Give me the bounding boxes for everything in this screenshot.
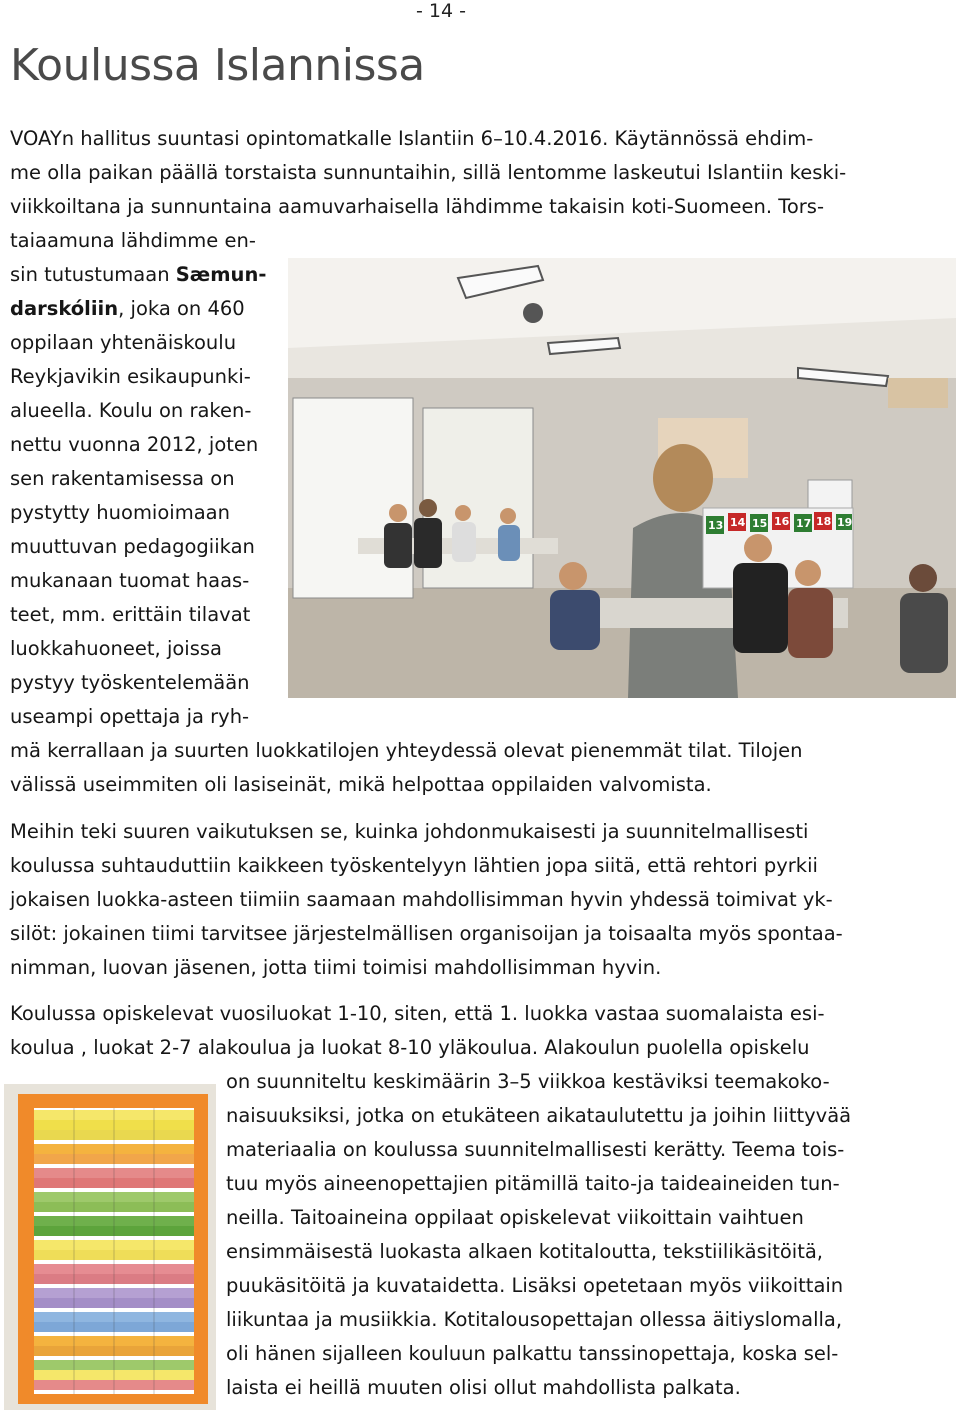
- text-line: jokaisen luokka-asteen tiimiin saamaan mahdollisimman hyvin yhdessä toimivat yk-: [10, 888, 833, 911]
- text-line: luokkahuoneet, joissa: [10, 637, 222, 660]
- text-line: neilla. Taitoaineina oppilaat opiskelevat viikoittain vaihtuen: [226, 1206, 804, 1229]
- board-number: 14: [730, 516, 746, 529]
- text-line: mukanaan tuomat haas-: [10, 569, 250, 592]
- text-line: teet, mm. erittäin tilavat: [10, 603, 251, 626]
- text-line: materiaalia on koulussa suunnitelmallisesti kerätty. Teema tois-: [226, 1138, 845, 1161]
- text-line: koulussa suhtauduttiin kaikkeen työskentelyyn lähtien jopa siitä, että rehtori pyrkii: [10, 854, 818, 877]
- text-line: koulua , luokat 2-7 alakoulua ja luokat 8-10 yläkoulua. Alakoulun puolella opiskelu: [10, 1036, 810, 1059]
- text-line: välissä useimmiten oli lasiseinät, mikä helpottaa oppilaiden valvomista.: [10, 773, 712, 796]
- timetable-photo: [4, 1084, 216, 1410]
- text-line: [10, 258, 266, 292]
- text-line: VOAYn hallitus suuntasi opintomatkalle Islantiin 6–10.4.2016. Käytännössä ehdim-: [10, 127, 814, 150]
- text-line: ensimmäisestä luokasta alkaen kotitaloutta, tekstiilikäsitöitä,: [226, 1240, 823, 1263]
- text-line: pystytty huomioimaan: [10, 501, 230, 524]
- text-line: muuttuvan pedagogiikan: [10, 535, 255, 558]
- text-line: nettu vuonna 2012, joten: [10, 433, 259, 456]
- text-span: , joka on 460: [118, 297, 245, 320]
- text-line: me olla paikan päällä torstaista sunnuntaihin, sillä lentomme laskeutui Islantiin keski-: [10, 161, 847, 184]
- text-line: useampi opettaja ja ryh-: [10, 705, 250, 728]
- text-line: viikkoiltana ja sunnuntaina aamuvarhaisella lähdimme takaisin koti-Suomeen. Tors-: [10, 195, 824, 218]
- school-name-part: Sæmun-: [175, 263, 267, 286]
- board-number: 13: [708, 519, 724, 532]
- text-line: alueella. Koulu on raken-: [10, 399, 252, 422]
- text-line: laista ei heillä muuten olisi ollut mahdollista palkata.: [226, 1376, 741, 1399]
- text-span: sin tutustumaan: [10, 263, 176, 286]
- text-line: tuu myös aineenopettajien pitämillä taito-ja taideaineiden tun-: [226, 1172, 840, 1195]
- text-line: sen rakentamisessa on: [10, 467, 235, 490]
- text-line: taiaamuna lähdimme en-: [10, 229, 256, 252]
- text-line: [10, 292, 245, 326]
- page-number: - 14 -: [416, 0, 466, 22]
- classroom-photo: [288, 258, 956, 698]
- board-number: 19: [837, 516, 853, 529]
- page-title: Koulussa Islannissa: [10, 40, 425, 91]
- text-line: nimman, luovan jäsenen, jotta tiimi toimisi mahdollisimman hyvin.: [10, 956, 662, 979]
- board-number: 18: [816, 515, 832, 528]
- text-line: silöt: jokainen tiimi tarvitsee järjestelmällisen organisoijan ja toisaalta myös spontaa-: [10, 922, 843, 945]
- text-line: Meihin teki suuren vaikutuksen se, kuinka johdonmukaisesti ja suunnitelmallisesti: [10, 820, 809, 843]
- text-line: puukäsitöitä ja kuvataidetta. Lisäksi opetetaan myös viikoittain: [226, 1274, 844, 1297]
- text-line: naisuuksiksi, jotka on etukäteen aikataulutettu ja joihin liittyvää: [226, 1104, 852, 1127]
- text-line: liikuntaa ja musiikkia. Kotitalousopettajan ollessa äitiyslomalla,: [226, 1308, 843, 1331]
- board-number: 15: [752, 517, 768, 530]
- board-number: 16: [774, 515, 790, 528]
- text-line: Reykjavikin esikaupunki-: [10, 365, 251, 388]
- text-line: pystyy työskentelemään: [10, 671, 250, 694]
- school-name-part: darskóliin: [10, 297, 119, 320]
- text-line: oli hänen sijalleen kouluun palkattu tanssinopettaja, koska sel-: [226, 1342, 839, 1365]
- text-line: oppilaan yhtenäiskoulu: [10, 331, 237, 354]
- board-number: 17: [796, 517, 812, 530]
- text-line: Koulussa opiskelevat vuosiluokat 1-10, siten, että 1. luokka vastaa suomalaista esi-: [10, 1002, 825, 1025]
- text-line: mä kerrallaan ja suurten luokkatilojen yhteydessä olevat pienemmät tilat. Tilojen: [10, 739, 803, 762]
- text-line: on suunniteltu keskimäärin 3–5 viikkoa kestäviksi teemakoko-: [226, 1070, 830, 1093]
